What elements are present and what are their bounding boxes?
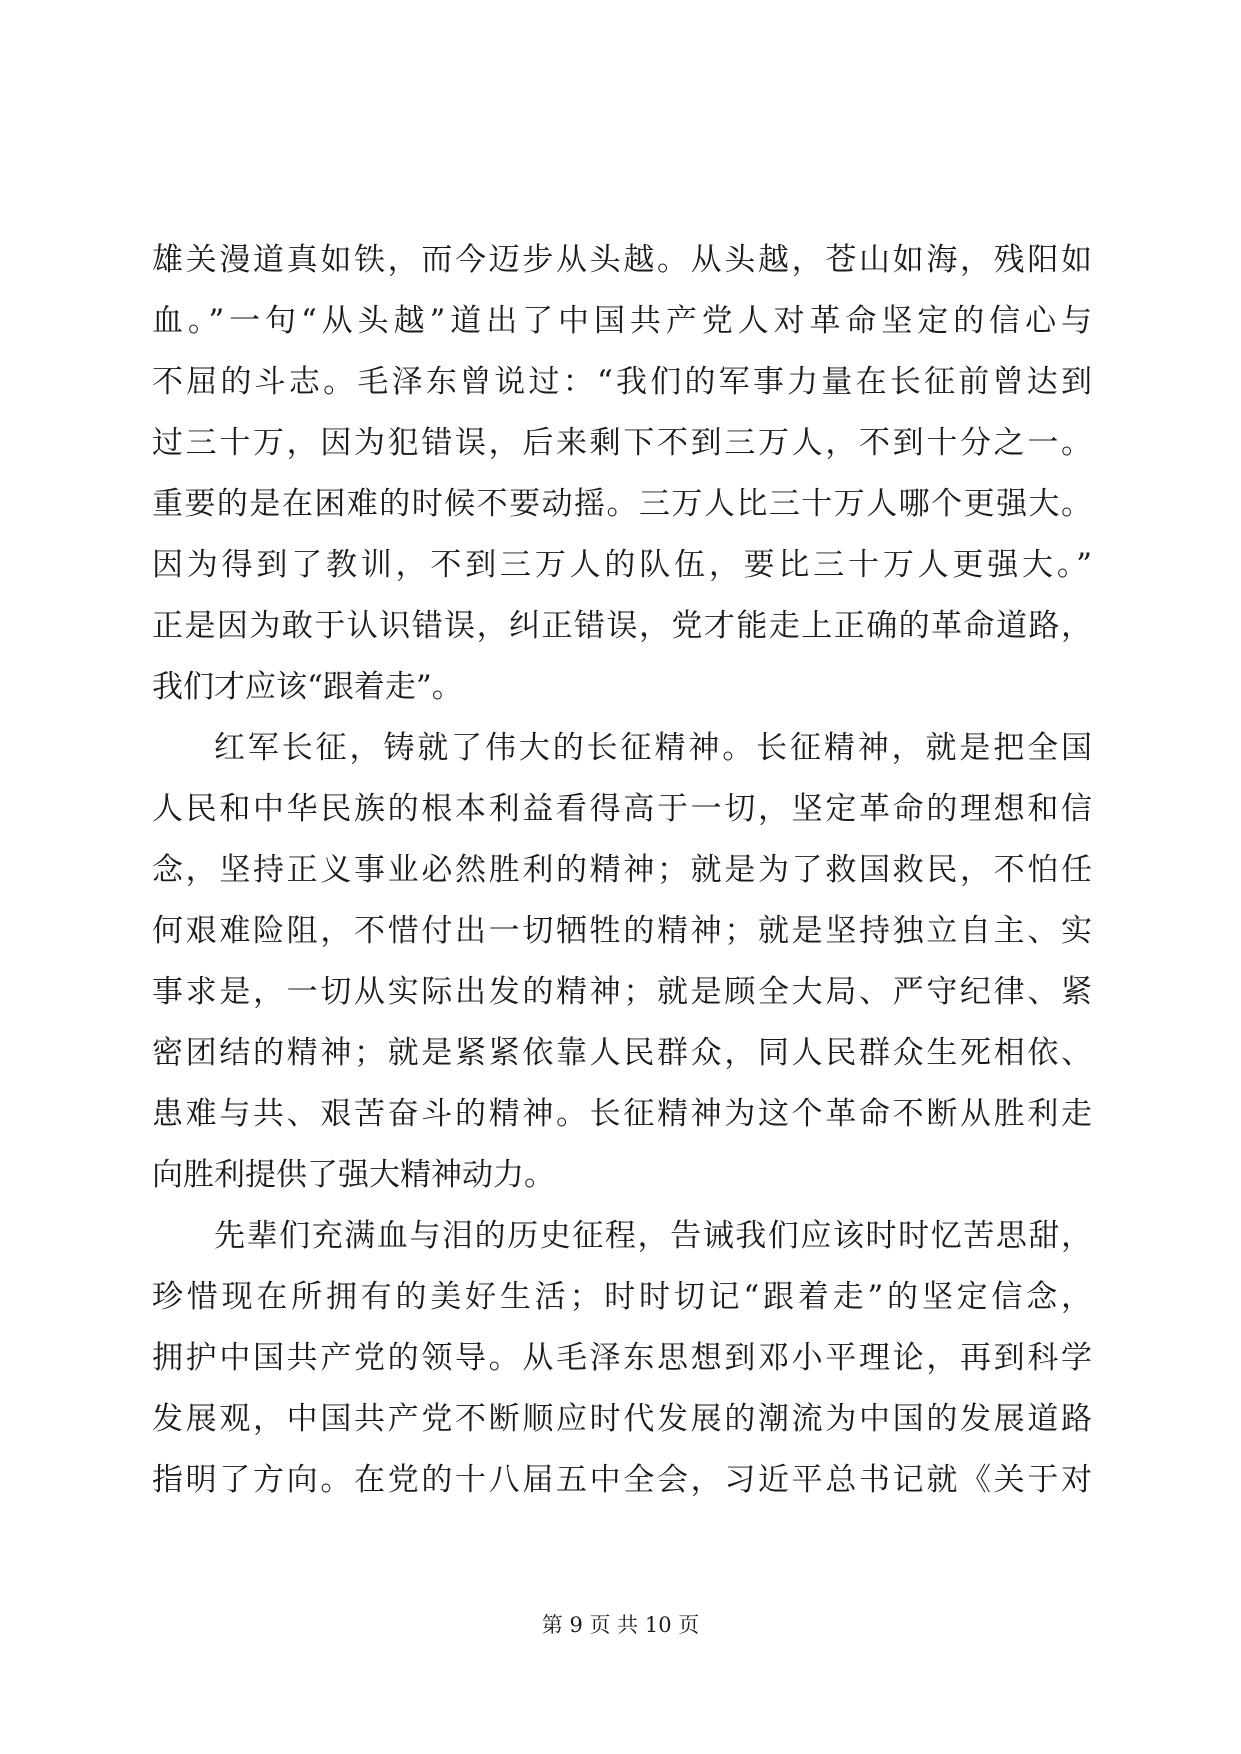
body-text	[152, 230, 1092, 1511]
page-footer: 第 9 页 共 10 页	[541, 1613, 700, 1637]
text-line: 不屈的斗志。毛泽东曾说过：“我们的军事力量在长征前曾达到	[152, 364, 1092, 400]
text-line: 念，坚持正义事业必然胜利的精神；就是为了救国救民，不怕任	[152, 852, 1092, 888]
text-line: 正是因为敢于认识错误，纠正错误，党才能走上正确的革命道路，	[152, 608, 1092, 644]
text-line: 向胜利提供了强大精神动力。	[152, 1157, 555, 1193]
text-line: 红军长征，铸就了伟大的长征精神。长征精神，就是把全国	[214, 730, 1092, 766]
text-line: 珍惜现在所拥有的美好生活；时时切记“跟着走”的坚定信念，	[152, 1279, 1092, 1315]
text-line: 指明了方向。在党的十八届五中全会，习近平总书记就《关于对	[152, 1462, 1092, 1498]
text-line: 拥护中国共产党的领导。从毛泽东思想到邓小平理论，再到科学	[152, 1340, 1092, 1376]
paragraph-1	[152, 230, 1092, 718]
text-line: 重要的是在困难的时候不要动摇。三万人比三十万人哪个更强大。	[152, 486, 1092, 522]
text-line: 因为得到了教训，不到三万人的队伍，要比三十万人更强大。”	[152, 547, 1092, 583]
text-line: 事求是，一切从实际出发的精神；就是顾全大局、严守纪律、紧	[152, 974, 1092, 1010]
text-line: 过三十万，因为犯错误，后来剩下不到三万人，不到十分之一。	[152, 425, 1092, 461]
text-line: 血。”一句“从头越”道出了中国共产党人对革命坚定的信心与	[152, 303, 1092, 339]
text-line: 我们才应该“跟着走”。	[152, 669, 463, 705]
text-line: 人民和中华民族的根本利益看得高于一切，坚定革命的理想和信	[152, 791, 1092, 827]
text-line: 雄关漫道真如铁，而今迈步从头越。从头越，苍山如海，残阳如	[152, 242, 1092, 278]
text-line: 患难与共、艰苦奋斗的精神。长征精神为这个革命不断从胜利走	[152, 1096, 1092, 1132]
paragraph-3	[152, 1206, 1092, 1511]
text-line: 发展观，中国共产党不断顺应时代发展的潮流为中国的发展道路	[152, 1401, 1092, 1437]
paragraph-2	[152, 718, 1092, 1206]
text-line: 何艰难险阻，不惜付出一切牺牲的精神；就是坚持独立自主、实	[152, 913, 1092, 949]
text-line: 先辈们充满血与泪的历史征程，告诫我们应该时时忆苦思甜，	[214, 1218, 1092, 1254]
text-line: 密团结的精神；就是紧紧依靠人民群众，同人民群众生死相依、	[152, 1035, 1092, 1071]
